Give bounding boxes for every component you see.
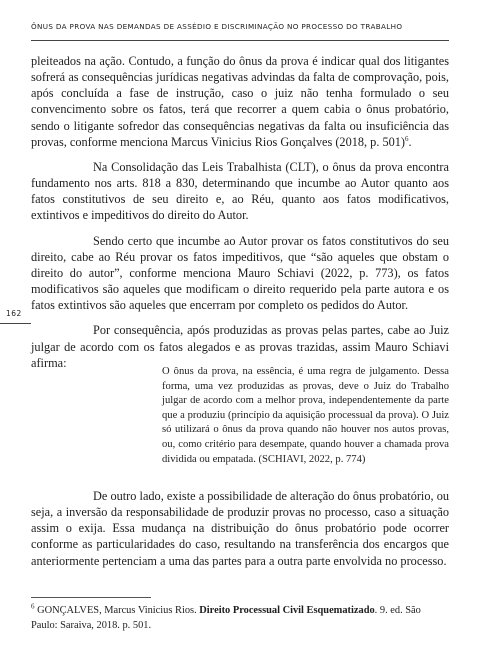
paragraph-4: Por consequência, após produzidas as provas pelas partes, cabe ao Juiz julgar de acordo com os fatos alegados e as provas trazidas, assim Mauro Schiavi afirma: bbox=[31, 323, 449, 370]
paragraph-3: Sendo certo que incumbe ao Autor provar os fatos constitutivos do seu direito, cabe ao Réu provar os fatos impeditivos, que “são aqueles que obstam o direito do autor”, conforme menciona Mauro Schiavi (2022, p. 773), os fatos modificativos são aqueles que modificam o direito requerido pela parte autora e os fatos extintivos são aqueles que encerram por completo os pedidos do Autor. bbox=[31, 233, 449, 313]
page-number: 162 bbox=[6, 309, 22, 318]
closing-paragraph: De outro lado, existe a possibilidade de alteração do ônus probatório, ou seja, a inversão da responsabilidade de produzir provas no processo, caso a situação assim o exija. Essa mudança na distribuição do ônus probatório pode ocorrer conforme as particularidades do caso, resultando na transferência dos encargos que anteriormente pertenciam a uma das partes para a outra parte envolvida no processo. bbox=[31, 489, 449, 568]
body-text-top bbox=[31, 53, 449, 371]
footnote-title: Direito Processual Civil Esquematizado bbox=[199, 605, 375, 616]
footnote-reference: 6 bbox=[405, 134, 409, 143]
paragraph-2: Na Consolidação das Leis Trabalhista (CLT), o ônus da prova encontra fundamento nos arts. 818 a 830, determinando que incumbe ao Autor quanto aos fatos constitutivos de seu direito e, ao Réu, quanto aos fatos modificativos, extintivos e impeditivos do direito do Autor. bbox=[31, 159, 449, 223]
footnote bbox=[31, 604, 449, 633]
body-text-bottom bbox=[31, 488, 449, 569]
block-quote-text: O ônus da prova, na essência, é uma regra de julgamento. Dessa forma, uma vez produzidas as provas, deve o Juiz do Trabalho julgar de acordo com a melhor prova, independentemente da parte que a produziu (princípio da aquisição processual da prova). O Juiz só utilizará o ônus da prova quando não houver nos autos provas, ou, como critério para desempate, quando houver a chamada prova dividida ou empatada. (SCHIAVI, 2022, p. 774) bbox=[162, 366, 449, 465]
page-number-rule bbox=[0, 323, 31, 324]
footnote-number: 6 bbox=[31, 602, 35, 611]
footnote-author: GONÇALVES, Marcus Vinicius Rios. bbox=[34, 605, 200, 616]
block-quote bbox=[162, 365, 449, 467]
header-divider bbox=[31, 40, 449, 41]
running-header: ÔNUS DA PROVA NAS DEMANDAS DE ASSÉDIO E DISCRIMINAÇÃO NO PROCESSO DO TRABALHO bbox=[31, 22, 403, 31]
footnote-publication: . 9. ed. São Paulo: Saraiva, 2018. p. 501. bbox=[31, 605, 421, 631]
paragraph-1: pleiteados na ação. Contudo, a função do ônus da prova é indicar qual dos litigantes sofrerá as consequências jurídicas negativas advindas da falta de comprovação, pois, após concluída a fase de instrução, caso o juiz não tenha formulado o seu convencimento sobre os fatos, terá que recorrer a quem cabia o ônus probatório, sendo o litigante sofredor das consequências negativas da falta ou insuficiência das provas, conforme menciona Marcus Vinicius Rios Gonçalves (2018, p. 501)$^6$. bbox=[31, 54, 449, 149]
footnote-divider bbox=[31, 597, 151, 598]
paragraph-1-text: pleiteados na ação. Contudo, a função do ônus da prova é indicar qual dos litigantes sofrerá as consequências jurídicas negativas advindas da falta de comprovação, pois, após concluída a fase de instrução, caso o juiz não tenha formulado o seu convencimento sobre os fatos, terá que recorrer a quem cabia o ônus probatório, sendo o litigante sofredor das consequências negativas da falta ou insuficiência das provas, conforme menciona Marcus Vinicius Rios Gonçalves (2018, p. 501) bbox=[31, 54, 449, 149]
